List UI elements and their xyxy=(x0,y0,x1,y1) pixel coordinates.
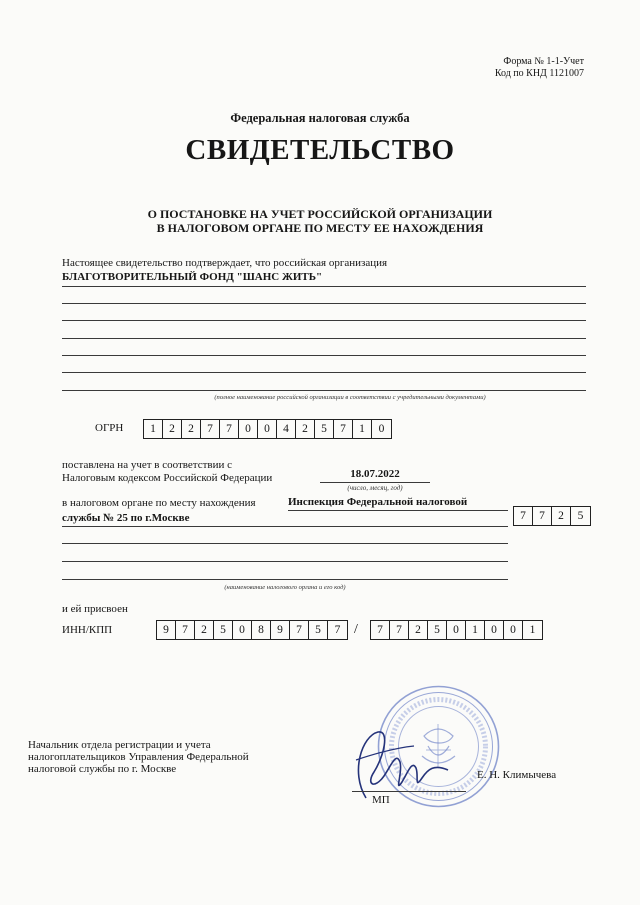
inn-digit: 9 xyxy=(157,621,176,639)
inn-digit: 5 xyxy=(309,621,328,639)
ogrn-digit-grid xyxy=(143,419,392,439)
kpp-digit: 0 xyxy=(485,621,504,639)
agency-name: Федеральная налоговая служба xyxy=(230,111,410,125)
authority-name-line-1: Инспекция Федеральной налоговой xyxy=(288,496,468,508)
signature-icon xyxy=(344,724,452,806)
authority-line-3 xyxy=(62,543,508,544)
signatory-position-line-1: Начальник отдела регистрации и учета xyxy=(28,739,211,751)
organization-intro: Настоящее свидетельство подтверждает, что российская организация xyxy=(62,257,388,269)
inn-digit: 8 xyxy=(252,621,271,639)
authority-code-digit: 7 xyxy=(533,507,552,525)
date-hint: (число, месяц, год) xyxy=(347,484,403,492)
name-line-4 xyxy=(62,338,586,339)
kpp-digit: 1 xyxy=(529,624,536,636)
ogrn-digit: 2 xyxy=(296,420,315,438)
ogrn-digit: 4 xyxy=(277,420,296,438)
authority-line-4 xyxy=(62,561,508,562)
inn-kpp-separator: / xyxy=(354,622,358,637)
inn-digit: 2 xyxy=(195,621,214,639)
authority-line-2 xyxy=(62,526,508,527)
authority-prefix: в налоговом органе по месту нахождения xyxy=(62,497,256,509)
ogrn-label: ОГРН xyxy=(95,422,124,434)
kpp-digit: 0 xyxy=(447,621,466,639)
document-title: СВИДЕТЕЛЬСТВО xyxy=(185,134,455,166)
inn-digit: 9 xyxy=(271,621,290,639)
kpp-digit-grid xyxy=(370,620,543,640)
ogrn-digit: 2 xyxy=(163,420,182,438)
inn-digit: 7 xyxy=(334,624,341,636)
ogrn-digit: 2 xyxy=(182,420,201,438)
ogrn-digit: 1 xyxy=(353,420,372,438)
kpp-digit: 5 xyxy=(428,621,447,639)
kpp-digit: 7 xyxy=(390,621,409,639)
signatory-name: Е. Н. Климычева xyxy=(477,769,557,781)
registration-line-1: поставлена на учет в соответствии с xyxy=(62,459,233,471)
ogrn-digit: 7 xyxy=(220,420,239,438)
inn-digit-grid xyxy=(156,620,348,640)
kpp-digit: 0 xyxy=(504,621,523,639)
name-line-7 xyxy=(62,390,586,391)
subtitle-line-2: В НАЛОГОВОМ ОРГАНЕ ПО МЕСТУ ЕЕ НАХОЖДЕНИЯ xyxy=(156,221,484,235)
inn-digit: 5 xyxy=(214,621,233,639)
ogrn-digit: 0 xyxy=(239,420,258,438)
authority-name-line-2: службы № 25 по г.Москве xyxy=(62,512,190,524)
ogrn-digit: 5 xyxy=(315,420,334,438)
signatory-position-line-3: налоговой службы по г. Москве xyxy=(28,763,177,775)
authority-code-digit: 2 xyxy=(552,507,571,525)
authority-line-5 xyxy=(62,579,508,580)
date-line xyxy=(320,482,430,483)
authority-line-1 xyxy=(288,510,508,511)
subtitle-line-1: О ПОСТАНОВКЕ НА УЧЕТ РОССИЙСКОЙ ОРГАНИЗАЦИИ xyxy=(147,207,493,221)
authority-code-digit: 5 xyxy=(577,510,584,522)
knd-code: Код по КНД 1121007 xyxy=(494,68,584,79)
ogrn-digit: 0 xyxy=(378,423,385,435)
kpp-digit: 1 xyxy=(466,621,485,639)
organization-name: БЛАГОТВОРИТЕЛЬНЫЙ ФОНД "ШАНС ЖИТЬ" xyxy=(62,271,323,283)
signatory-position-line-2: налогоплательщиков Управления Федеральной xyxy=(28,751,249,763)
authority-code-digit: 7 xyxy=(514,507,533,525)
ogrn-digit: 0 xyxy=(258,420,277,438)
inn-digit: 0 xyxy=(233,621,252,639)
organization-name-hint: (полное наименование российской организации в соответствии с учредительными документами) xyxy=(214,394,486,401)
authority-code-grid xyxy=(513,506,591,526)
assigned-label: и ей присвоен xyxy=(62,603,128,615)
kpp-digit: 2 xyxy=(409,621,428,639)
inn-kpp-label: ИНН/КПП xyxy=(62,624,113,636)
authority-hint: (наименование налогового органа и его код) xyxy=(224,584,346,591)
ogrn-digit: 1 xyxy=(144,420,163,438)
registration-date: 18.07.2022 xyxy=(350,468,400,480)
ogrn-digit: 7 xyxy=(334,420,353,438)
name-line-6 xyxy=(62,372,586,373)
kpp-digit: 7 xyxy=(371,621,390,639)
name-line-1 xyxy=(62,286,586,287)
signature-line xyxy=(352,791,466,792)
name-line-3 xyxy=(62,320,586,321)
inn-digit: 7 xyxy=(176,621,195,639)
form-number: Форма № 1-1-Учет xyxy=(503,56,584,67)
ogrn-digit: 7 xyxy=(201,420,220,438)
inn-digit: 7 xyxy=(290,621,309,639)
name-line-2 xyxy=(62,303,586,304)
stamp-label: МП xyxy=(372,794,390,806)
registration-line-2: Налоговым кодексом Российской Федерации xyxy=(62,472,273,484)
name-line-5 xyxy=(62,355,586,356)
